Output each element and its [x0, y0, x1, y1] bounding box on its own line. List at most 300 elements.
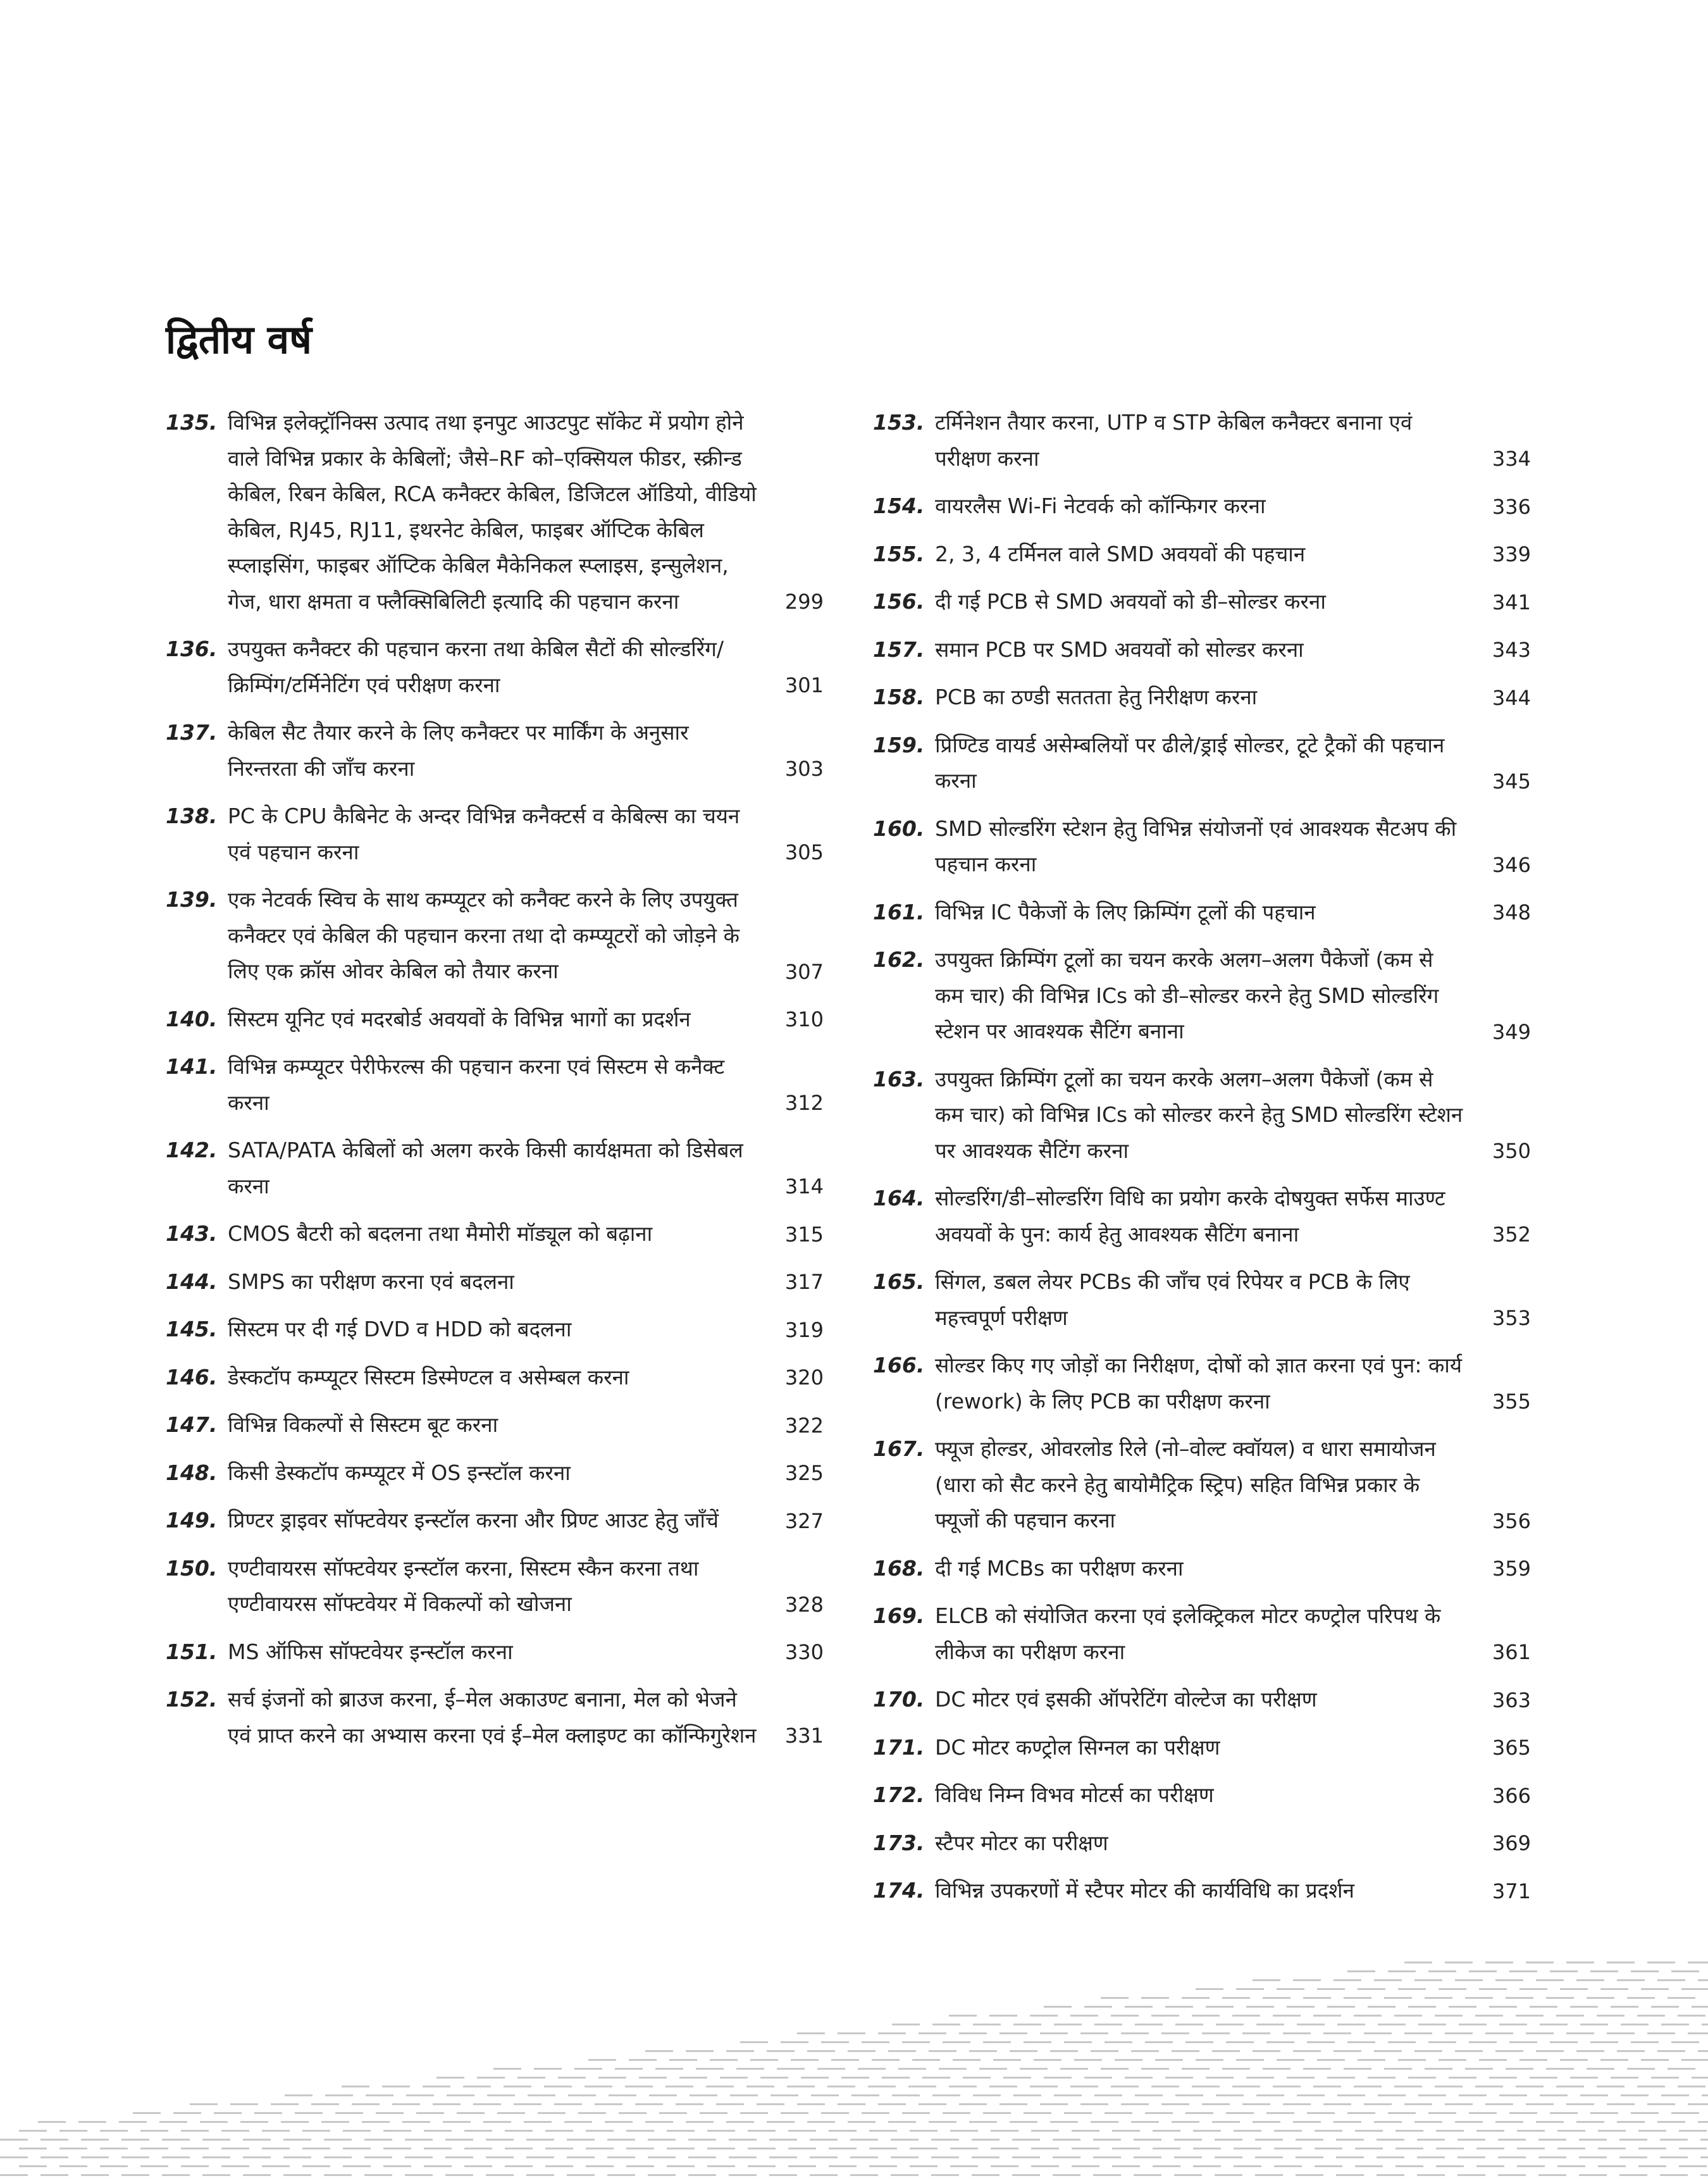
- stripe-dash: [1031, 2148, 1059, 2149]
- stripe-dash: [1165, 2077, 1193, 2079]
- stripe-dash: [140, 2148, 168, 2149]
- stripe-dash: [1377, 2174, 1404, 2176]
- stripe-dash: [285, 2094, 313, 2096]
- stripe-dash: [81, 2156, 109, 2158]
- entry-title: एक नेटवर्क स्विच के साथ कम्प्यूटर को कनैक्ट करने के लिए उपयुक्त कनैक्टर एवं केबिल की पहचान करना तथा दो कम्प्यूटरों को जोड़ने के लिए एक क्रॉस ओवर केबिल को तैयार करना: [228, 887, 740, 983]
- entry-title: केबिल सैट तैयार करने के लिए कनैक्टर पर मार्किंग के अनुसार निरन्तरता की जाँच करना: [228, 720, 689, 781]
- toc-entry: [166, 1503, 824, 1539]
- stripe-dash: [1679, 2130, 1707, 2132]
- stripe-dash: [214, 2112, 242, 2114]
- stripe-dash: [1587, 2068, 1614, 2070]
- stripe-dash: [1395, 2165, 1423, 2167]
- stripe-dash: [457, 2112, 485, 2114]
- stripe-dash: [626, 2130, 654, 2132]
- stripe-dash: [1012, 2139, 1040, 2141]
- stripe-dash: [1457, 2156, 1485, 2158]
- stripe-dash: [1465, 2068, 1493, 2070]
- stripe-dash: [1053, 2156, 1080, 2158]
- stripe-dash: [1020, 2068, 1048, 2070]
- stripe-dash: [1273, 2086, 1301, 2087]
- stripe-dash: [1236, 1988, 1264, 1990]
- stripe-dash: [1428, 2041, 1456, 2043]
- stripe-dash: [1600, 2059, 1628, 2061]
- stripe-dash: [1619, 2139, 1647, 2141]
- stripe-dash: [1516, 2086, 1544, 2087]
- stripe-dash: [1182, 2068, 1210, 2070]
- stripe-dash: [1517, 2165, 1545, 2167]
- stripe-dash: [1255, 2174, 1283, 2176]
- stripe-dash: [1135, 2024, 1163, 2025]
- stripe-dash: [1395, 2148, 1423, 2149]
- stripe-dash: [586, 2148, 614, 2149]
- stripe-dash: [1253, 1979, 1280, 1981]
- toc-entry: [873, 405, 1531, 476]
- stripe-dash: [364, 2174, 392, 2176]
- stripe-dash: [382, 2086, 410, 2087]
- stripe-dash: [748, 2148, 776, 2149]
- stripe-dash: [567, 2156, 595, 2158]
- stripe-dash: [625, 2086, 653, 2087]
- entry-title: स्टैपर मोटर का परीक्षण: [935, 1830, 1108, 1855]
- stripe-dash: [405, 2174, 433, 2176]
- stripe-dash: [1034, 2059, 1061, 2061]
- stripe-dash: [366, 2094, 393, 2096]
- stripe-dash: [505, 2130, 533, 2132]
- stripe-dash: [1660, 2174, 1688, 2176]
- stripe-dash: [1315, 2165, 1342, 2167]
- stripe-dash: [1263, 2068, 1290, 2070]
- stripe-dash: [262, 2165, 290, 2167]
- stripe-dash: [1253, 2121, 1280, 2123]
- stripe-dash: [1234, 2130, 1261, 2132]
- stripe-dash: [1449, 2077, 1476, 2079]
- entry-page-number: 365: [1492, 1736, 1531, 1760]
- stripe-dash: [1498, 2174, 1526, 2176]
- stripe-dash: [1495, 2121, 1523, 2123]
- stripe-dash: [615, 2068, 643, 2070]
- entry-title: वायरलैस Wi-Fi नेटवर्क को कॉन्फिगर करना: [935, 494, 1266, 518]
- stripe-dash: [1084, 2077, 1112, 2079]
- stripe-dash: [1374, 2121, 1402, 2123]
- stripe-dash: [1374, 1979, 1402, 1981]
- stripe-dash: [1607, 2103, 1635, 2105]
- stripe-dash: [173, 2112, 201, 2114]
- stripe-dash: [910, 2130, 938, 2132]
- stripe-dash: [1611, 2077, 1638, 2079]
- stripe-dash: [1540, 2024, 1568, 2025]
- stripe-dash: [1526, 1962, 1554, 1963]
- stripe-dash: [505, 2148, 533, 2149]
- stripe-dash: [1293, 1979, 1321, 1981]
- stripe-dash: [1404, 2103, 1432, 2105]
- stripe-dash: [1313, 2086, 1341, 2087]
- stripe-dash: [829, 2165, 857, 2167]
- stripe-dash: [1445, 2103, 1473, 2105]
- stripe-dash: [121, 2139, 149, 2141]
- stripe-dash: [1566, 1962, 1594, 1963]
- stripe-dash: [931, 2139, 959, 2141]
- entry-page-number: 330: [784, 1640, 824, 1664]
- stripe-dash: [202, 2174, 230, 2176]
- stripe-dash: [1538, 2174, 1566, 2176]
- stripe-dash: [1388, 1970, 1416, 1972]
- stripe-dash: [254, 2112, 282, 2114]
- stripe-dash: [667, 2130, 695, 2132]
- stripe-dash: [1153, 2130, 1180, 2132]
- stripe-dash: [1579, 2174, 1607, 2176]
- stripe-dash: [1394, 2015, 1422, 2017]
- stripe-dash: [1597, 2086, 1624, 2087]
- stripe-dash: [1215, 2156, 1242, 2158]
- stripe-dash: [1266, 2041, 1294, 2043]
- stripe-dash: [240, 2121, 268, 2123]
- stripe-dash: [586, 2165, 614, 2167]
- stripe-dash: [1060, 2068, 1088, 2070]
- stripe-dash: [891, 2174, 919, 2176]
- stripe-dash: [686, 2121, 714, 2123]
- stripe-dash: [1566, 2103, 1594, 2105]
- stripe-dash: [1489, 2077, 1517, 2079]
- contents-column-left: [166, 405, 824, 1765]
- stripe-dash: [295, 2112, 323, 2114]
- toc-entry: [166, 1002, 824, 1038]
- entry-number: 144.: [166, 1269, 218, 1294]
- stripe-dash: [1344, 2068, 1371, 2070]
- stripe-dash: [1417, 2139, 1445, 2141]
- stripe-dash: [648, 2156, 676, 2158]
- entry-title: दी गई MCBs का परीक्षण करना: [935, 1555, 1184, 1581]
- stripe-dash: [433, 2103, 461, 2105]
- stripe-dash: [635, 2103, 663, 2105]
- stripe-dash: [797, 2103, 825, 2105]
- stripe-dash: [983, 2112, 1011, 2114]
- stripe-dash: [1378, 2024, 1406, 2025]
- stripe-dash: [1287, 2077, 1315, 2079]
- stripe-dash: [1050, 2121, 1078, 2123]
- entry-page-number: 327: [784, 1508, 824, 1533]
- stripe-dash: [1692, 2077, 1708, 2079]
- stripe-dash: [848, 2121, 876, 2123]
- stripe-dash: [1175, 2024, 1203, 2025]
- stripe-dash: [769, 2139, 797, 2141]
- entry-page-number: 325: [784, 1461, 824, 1485]
- stripe-dash: [0, 2139, 28, 2141]
- stripe-dash: [1590, 2112, 1618, 2114]
- entry-title: CMOS बैटरी को बदलना तथा मैमोरी मॉड्यूल को बढ़ाना: [228, 1221, 653, 1246]
- stripe-dash: [1598, 2165, 1626, 2167]
- entry-number: 169.: [873, 1603, 925, 1628]
- stripe-dash: [1141, 2068, 1169, 2070]
- stripe-dash: [443, 2121, 471, 2123]
- stripe-dash: [483, 2121, 511, 2123]
- stripe-dash: [639, 2077, 667, 2079]
- stripe-dash: [729, 2156, 757, 2158]
- entry-title: सोल्डरिंग/डी–सोल्डरिंग विधि का प्रयोग करके दोषयुक्त सर्फेस माउण्ट अवयवों के पुन: कार्य हेतु आवश्यक सैटिंग बनाना: [935, 1186, 1445, 1247]
- stripe-dash: [1013, 2024, 1041, 2025]
- toc-entry: [873, 1551, 1531, 1587]
- stripe-dash: [1226, 2112, 1254, 2114]
- stripe-dash: [1253, 2050, 1280, 2052]
- stripe-dash: [1297, 2094, 1325, 2096]
- stripe-dash: [700, 2112, 727, 2114]
- stripe-dash: [181, 2130, 209, 2132]
- entry-page-number: 336: [1492, 494, 1531, 519]
- entry-number: 139.: [166, 887, 218, 912]
- entry-title: विभिन्न इलेक्ट्रॉनिक्स उत्पाद तथा इनपुट आउटपुट सॉकेट में प्रयोग होने वाले विभिन्न प्रकार के केबिलों; जैसे–RF को–एक्सियल फीडर, स्क्रीन्ड केबिल, रिबन केबिल, RCA कनैक्टर केबिल, डिजिटल ऑडियो, वीडियो केबिल, RJ45, RJ11, इथरनेट केबिल, फाइबर ऑप्टिक केबिल स्प्लाइसिंग, फाइबर ऑप्टिक केबिल मैकेनिकल स्प्लाइस, इन्सुलेशन, गेज, धारा क्षमता व फ्लैक्सिबिलिटी इत्यादि की पहचान करना: [228, 410, 757, 614]
- stripe-dash: [1621, 2094, 1649, 2096]
- entry-page-number: 322: [784, 1413, 824, 1438]
- entry-number: 151.: [166, 1639, 218, 1664]
- stripe-dash: [869, 2148, 897, 2149]
- stripe-dash: [1570, 2006, 1598, 2008]
- entry-number: 142.: [166, 1138, 218, 1162]
- stripe-dash: [1125, 2077, 1153, 2079]
- stripe-dash: [473, 2103, 501, 2105]
- stripe-dash: [1296, 2174, 1323, 2176]
- stripe-dash: [829, 2130, 857, 2132]
- stripe-dash: [929, 2121, 956, 2123]
- stripe-dash: [869, 2165, 897, 2167]
- stripe-dash: [1263, 1997, 1290, 1999]
- stripe-dash: [140, 2165, 168, 2167]
- stripe-dash: [1101, 1997, 1129, 1999]
- stripe-dash: [1418, 2094, 1446, 2096]
- stripe-dash: [392, 2103, 420, 2105]
- stripe-dash: [1570, 2077, 1598, 2079]
- stripe-dash: [181, 2148, 209, 2149]
- stripe-dash: [648, 2139, 676, 2141]
- stripe-dash: [1277, 2059, 1304, 2061]
- stripe-dash: [1215, 2174, 1242, 2176]
- stripe-dash: [1517, 2130, 1545, 2132]
- toc-entry: [166, 1551, 824, 1622]
- stripe-dash: [514, 2103, 541, 2105]
- entry-number: 137.: [166, 720, 218, 745]
- stripe-dash: [1202, 2103, 1230, 2105]
- stripe-dash: [1175, 2094, 1203, 2096]
- stripe-dash: [939, 2068, 967, 2070]
- stripe-dash: [1053, 2174, 1080, 2176]
- stripe-dash: [791, 2059, 819, 2061]
- entry-title: सिस्टम यूनिट एवं मदरबोर्ड अवयवों के विभिन्न भागों का प्रदर्शन: [228, 1006, 691, 1031]
- stripe-dash: [669, 2059, 697, 2061]
- stripe-dash: [888, 2121, 916, 2123]
- toc-entry: [873, 1777, 1531, 1813]
- stripe-dash: [1506, 2068, 1533, 2070]
- stripe-dash: [989, 2015, 1017, 2017]
- entry-page-number: 353: [1492, 1306, 1531, 1330]
- stripe-dash: [526, 2174, 554, 2176]
- stripe-dash: [1317, 1988, 1345, 1990]
- stripe-dash: [1607, 1962, 1635, 1963]
- stripe-dash: [1414, 2121, 1442, 2123]
- stripe-dash: [554, 2103, 582, 2105]
- stripe-dash: [972, 2156, 999, 2158]
- toc-entry: [873, 811, 1531, 883]
- entry-number: 143.: [166, 1221, 218, 1246]
- stripe-dash: [969, 2121, 997, 2123]
- toc-entry: [873, 1682, 1531, 1718]
- stripe-dash: [1274, 2130, 1302, 2132]
- stripe-dash: [1125, 2006, 1153, 2008]
- stripe-dash: [1384, 2068, 1412, 2070]
- stripe-dash: [1651, 2077, 1679, 2079]
- entry-page-number: 356: [1492, 1508, 1531, 1533]
- stripe-dash: [1557, 2165, 1585, 2167]
- stripe-dash: [838, 2032, 865, 2034]
- stripe-dash: [1597, 2015, 1624, 2017]
- stripe-dash: [1354, 2086, 1382, 2087]
- stripe-dash: [950, 2165, 978, 2167]
- entry-title: सिस्टम पर दी गई DVD व HDD को बदलना: [228, 1317, 572, 1341]
- stripe-dash: [688, 2139, 716, 2141]
- stripe-dash: [271, 2103, 299, 2105]
- stripe-dash: [342, 2086, 369, 2087]
- stripe-dash: [1111, 2086, 1139, 2087]
- stripe-dash: [878, 2103, 906, 2105]
- entry-page-number: 307: [784, 959, 824, 984]
- stripe-dash: [1135, 2094, 1163, 2096]
- stripe-dash: [1398, 2059, 1426, 2061]
- stripe-dash: [912, 2059, 940, 2061]
- entry-page-number: 371: [1492, 1879, 1531, 1903]
- stripe-dash: [1296, 2139, 1323, 2141]
- stripe-dash: [1134, 2156, 1161, 2158]
- stripe-dash: [1196, 2059, 1223, 2061]
- toc-entry: [873, 1181, 1531, 1252]
- stripe-dash: [1455, 2050, 1483, 2052]
- stripe-dash: [1679, 2148, 1707, 2149]
- entry-page-number: 359: [1492, 1557, 1531, 1581]
- stripe-dash: [1112, 2148, 1140, 2149]
- stripe-dash: [1080, 2032, 1108, 2034]
- toc-entry: [873, 488, 1531, 525]
- stripe-dash: [1266, 2112, 1294, 2114]
- stripe-dash: [40, 2156, 68, 2158]
- stripe-dash: [746, 2086, 774, 2087]
- stripe-dash: [1638, 2165, 1666, 2167]
- stripe-dash: [19, 2148, 47, 2149]
- stripe-dash: [1112, 2130, 1140, 2132]
- stripe-dash: [1678, 2086, 1705, 2087]
- stripe-dash: [230, 2103, 258, 2105]
- entry-number: 154.: [873, 494, 925, 518]
- entry-number: 166.: [873, 1353, 925, 1378]
- stripe-dash: [544, 2086, 572, 2087]
- stripe-dash: [1193, 2148, 1221, 2149]
- entry-number: 157.: [873, 637, 925, 662]
- stripe-dash: [767, 2050, 795, 2052]
- stripe-dash: [649, 2094, 677, 2096]
- stripe-dash: [1012, 2156, 1040, 2158]
- stripe-dash: [1337, 2024, 1365, 2025]
- stripe-dash: [1469, 2041, 1497, 2043]
- stripe-dash: [1283, 2103, 1311, 2105]
- stripe-dash: [1576, 2121, 1604, 2123]
- stripe-dash: [1546, 2068, 1574, 2070]
- entry-number: 135.: [166, 410, 218, 435]
- stripe-dash: [1485, 2103, 1513, 2105]
- stripe-dash: [1347, 2041, 1375, 2043]
- stripe-dash: [1202, 2032, 1230, 2034]
- stripe-dash: [1408, 2077, 1436, 2079]
- stripe-dash: [1358, 2059, 1385, 2061]
- stripe-dash: [829, 2148, 857, 2149]
- entry-number: 168.: [873, 1555, 925, 1581]
- toc-entry: [873, 1873, 1531, 1909]
- stripe-dash: [1485, 2032, 1513, 2034]
- stripe-dash: [423, 2086, 450, 2087]
- entry-number: 156.: [873, 589, 925, 614]
- stripe-dash: [324, 2174, 352, 2176]
- stripe-dash: [1580, 2024, 1608, 2025]
- stripe-dash: [1395, 2130, 1423, 2132]
- stripe-dash: [1457, 2174, 1485, 2176]
- stripe-dash: [38, 2121, 66, 2123]
- stripe-dash: [748, 2130, 776, 2132]
- entry-number: 147.: [166, 1412, 218, 1437]
- stripe-dash: [1193, 2165, 1221, 2167]
- stripe-dash: [19, 2130, 47, 2132]
- stripe-dash: [405, 2156, 433, 2158]
- entry-title: DC मोटर एवं इसकी ऑपरेटिंग वोल्टेज का परीक्षण: [935, 1687, 1317, 1712]
- stripe-dash: [1134, 2139, 1161, 2141]
- stripe-dash: [1556, 2015, 1584, 2017]
- stripe-dash: [1347, 2112, 1375, 2114]
- stripe-dash: [100, 2165, 128, 2167]
- stripe-dash: [929, 2050, 956, 2052]
- stripe-dash: [405, 2139, 433, 2141]
- stripe-dash: [1303, 2068, 1331, 2070]
- stripe-dash: [1445, 2032, 1473, 2034]
- stripe-dash: [1234, 2148, 1261, 2149]
- stripe-dash: [243, 2156, 271, 2158]
- stripe-dash: [707, 2165, 735, 2167]
- stripe-dash: [1206, 2077, 1234, 2079]
- stripe-dash: [1030, 2086, 1058, 2087]
- stripe-dash: [585, 2086, 612, 2087]
- entry-number: 136.: [166, 637, 218, 661]
- stripe-dash: [1439, 1988, 1466, 1990]
- stripe-dash: [564, 2121, 592, 2123]
- stripe-dash: [19, 2165, 47, 2167]
- stripe-dash: [862, 2041, 889, 2043]
- stripe-dash: [1151, 2015, 1179, 2017]
- stripe-dash: [1355, 2130, 1383, 2132]
- stripe-dash: [1374, 2050, 1402, 2052]
- stripe-dash: [1668, 1997, 1695, 1999]
- toc-entry: [873, 1264, 1531, 1336]
- entry-number: 149.: [166, 1508, 218, 1533]
- stripe-dash: [1216, 2024, 1244, 2025]
- stripe-dash: [963, 2077, 991, 2079]
- stripe-dash: [1465, 1997, 1493, 1999]
- entry-page-number: 319: [784, 1317, 824, 1342]
- stripe-dash: [1485, 1962, 1513, 1963]
- stripe-dash: [979, 2068, 1007, 2070]
- stripe-dash: [545, 2165, 573, 2167]
- stripe-dash: [850, 2156, 878, 2158]
- entry-title: SATA/PATA केबिलों को अलग करके किसी कार्यक्षमता को डिसेबल करना: [228, 1138, 743, 1198]
- stripe-dash: [1246, 2006, 1274, 2008]
- stripe-dash: [1509, 2041, 1537, 2043]
- toc-entry: [166, 1216, 824, 1252]
- stripe-dash: [1449, 2006, 1476, 2008]
- stripe-dash: [1307, 2041, 1335, 2043]
- stripe-dash: [750, 2059, 778, 2061]
- entry-page-number: 366: [1492, 1783, 1531, 1808]
- stripe-dash: [1509, 1970, 1537, 1972]
